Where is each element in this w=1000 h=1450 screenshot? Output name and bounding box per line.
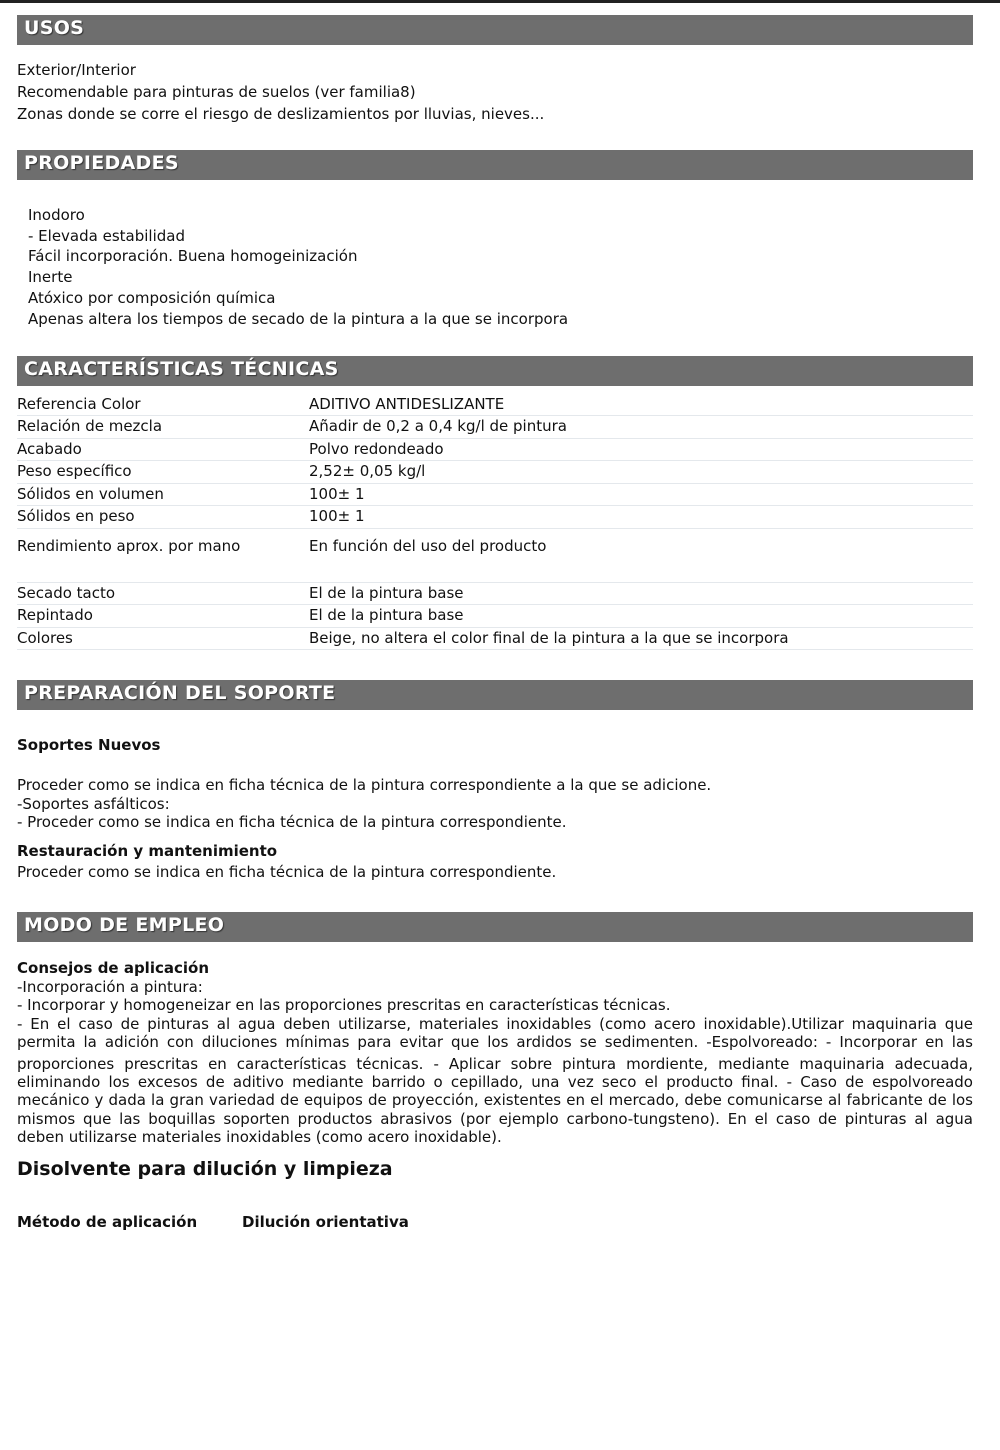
tech-label: Sólidos en peso: [17, 507, 135, 525]
text-line: mecánico y dada la gran variedad de equipos de proyección, existentes en el mercado, debe comunicarse al fabricante de los: [17, 1091, 973, 1110]
tech-label: Secado tacto: [17, 583, 116, 602]
propiedades-line: Fácil incorporación. Buena homogeinización: [28, 247, 358, 266]
table-row: [17, 628, 973, 651]
propiedades-line: Inerte: [28, 268, 73, 287]
section-header-propiedades: PROPIEDADES: [17, 150, 973, 180]
section-disolvente: [17, 1158, 973, 1232]
usos-line: Recomendable para pinturas de suelos (ver familia8): [17, 83, 416, 101]
propiedades-line: - Elevada estabilidad: [28, 226, 185, 245]
text-line: - Proceder como se indica en ficha técnica de la pintura correspondiente.: [17, 813, 567, 831]
espolvoreado-paragraph: [17, 1055, 973, 1147]
tech-label: Colores: [17, 628, 73, 647]
table-row: [17, 583, 973, 606]
tech-value: El de la pintura base: [309, 583, 464, 602]
section-header-usos: USOS: [17, 15, 973, 45]
tech-value: 2,52± 0,05 kg/l: [309, 462, 426, 480]
subheading-consejos: Consejos de aplicación: [17, 959, 209, 977]
usos-list: [17, 59, 973, 125]
tech-table: [17, 394, 973, 650]
text-line: -Soportes asfálticos:: [17, 794, 170, 813]
section-header-caracteristicas: CARACTERÍSTICAS TÉCNICAS: [17, 356, 973, 386]
usos-line: Zonas donde se corre el riesgo de deslizamientos por lluvias, nieves...: [17, 105, 545, 123]
table-row: [17, 394, 973, 416]
tech-value: El de la pintura base: [309, 606, 464, 624]
tech-value: 100± 1: [309, 507, 365, 525]
tech-label: Sólidos en volumen: [17, 484, 164, 503]
tech-label: Repintado: [17, 606, 93, 624]
tech-label: Acabado: [17, 439, 82, 458]
propiedades-line: Inodoro: [28, 206, 85, 224]
propiedades-line: Apenas altera los tiempos de secado de la pintura a la que se incorpora: [28, 309, 569, 328]
column-header-metodo: Método de aplicación: [17, 1213, 198, 1231]
text-line: proporciones prescritas en características técnicas. - Aplicar sobre pintura mordiente, mediante maquinaria adecuada,: [17, 1054, 973, 1073]
section-propiedades: [17, 150, 973, 329]
tech-value: En función del uso del producto: [309, 536, 547, 555]
table-row: [17, 461, 973, 484]
section-usos: [17, 15, 973, 125]
tech-value: ADITIVO ANTIDESLIZANTE: [309, 395, 505, 413]
table-row: [17, 605, 973, 628]
text-line: eliminando los excesos de aditivo mediante barrido o cepillado, una vez seco el producto final. - Caso de espolvoreado: [17, 1073, 973, 1092]
tech-value: Añadir de 0,2 a 0,4 kg/l de pintura: [309, 417, 567, 435]
disolvente-table-header: [17, 1212, 973, 1232]
section-preparacion: [17, 680, 973, 883]
tech-label: Rendimiento aprox. por mano: [17, 536, 241, 555]
top-border: [0, 0, 1000, 3]
usos-line: Exterior/Interior: [17, 61, 136, 79]
text-line: permita la adición con diluciones mínimas para evitar que los ardidos se sedimenten. -Espolvoreado: - Incorporar en las: [17, 1033, 973, 1052]
tech-value: Beige, no altera el color final de la pintura a la que se incorpora: [309, 628, 789, 647]
table-row: [17, 529, 973, 583]
column-header-dilucion: Dilución orientativa: [242, 1213, 409, 1231]
table-row: [17, 484, 973, 507]
table-row: [17, 506, 973, 529]
text-line: - En el caso de pinturas al agua deben utilizarse, materiales inoxidables (como acero inoxidable).Utilizar maquinaria que: [17, 1014, 973, 1033]
tech-value: Polvo redondeado: [309, 439, 444, 458]
subheading-restauracion: Restauración y mantenimiento: [17, 841, 278, 860]
tech-label: Referencia Color: [17, 395, 141, 413]
table-row: [17, 416, 973, 439]
propiedades-line: Atóxico por composición química: [28, 288, 276, 307]
section-caracteristicas: [17, 356, 973, 650]
text-line: mismos que las boquillas soporten productos abrasivos (por ejemplo carbono-tungsteno). En el caso de pinturas al agua: [17, 1109, 973, 1128]
text-line: -Incorporación a pintura:: [17, 978, 203, 996]
text-line: deben utilizarse materiales inoxidables (como acero inoxidable).: [17, 1128, 502, 1147]
tech-label: Peso específico: [17, 462, 132, 480]
text-line: - Incorporar y homogeneizar en las proporciones prescritas en características técnicas.: [17, 996, 671, 1015]
soportes-nuevos-text: [17, 776, 973, 832]
propiedades-list: [17, 205, 973, 329]
section-modo-empleo: [17, 912, 973, 1147]
section-header-modo-empleo: MODO DE EMPLEO: [17, 912, 973, 942]
text-line: Proceder como se indica en ficha técnica de la pintura correspondiente a la que se adicione.: [17, 776, 712, 794]
tech-value: 100± 1: [309, 484, 365, 503]
tech-label: Relación de mezcla: [17, 417, 163, 435]
table-row: [17, 439, 973, 462]
subheading-soportes-nuevos: Soportes Nuevos: [17, 736, 161, 754]
restauracion-text: Proceder como se indica en ficha técnica de la pintura correspondiente.: [17, 862, 557, 881]
section-header-preparacion: PREPARACIÓN DEL SOPORTE: [17, 680, 973, 710]
disolvente-heading: Disolvente para dilución y limpieza: [17, 1158, 393, 1180]
